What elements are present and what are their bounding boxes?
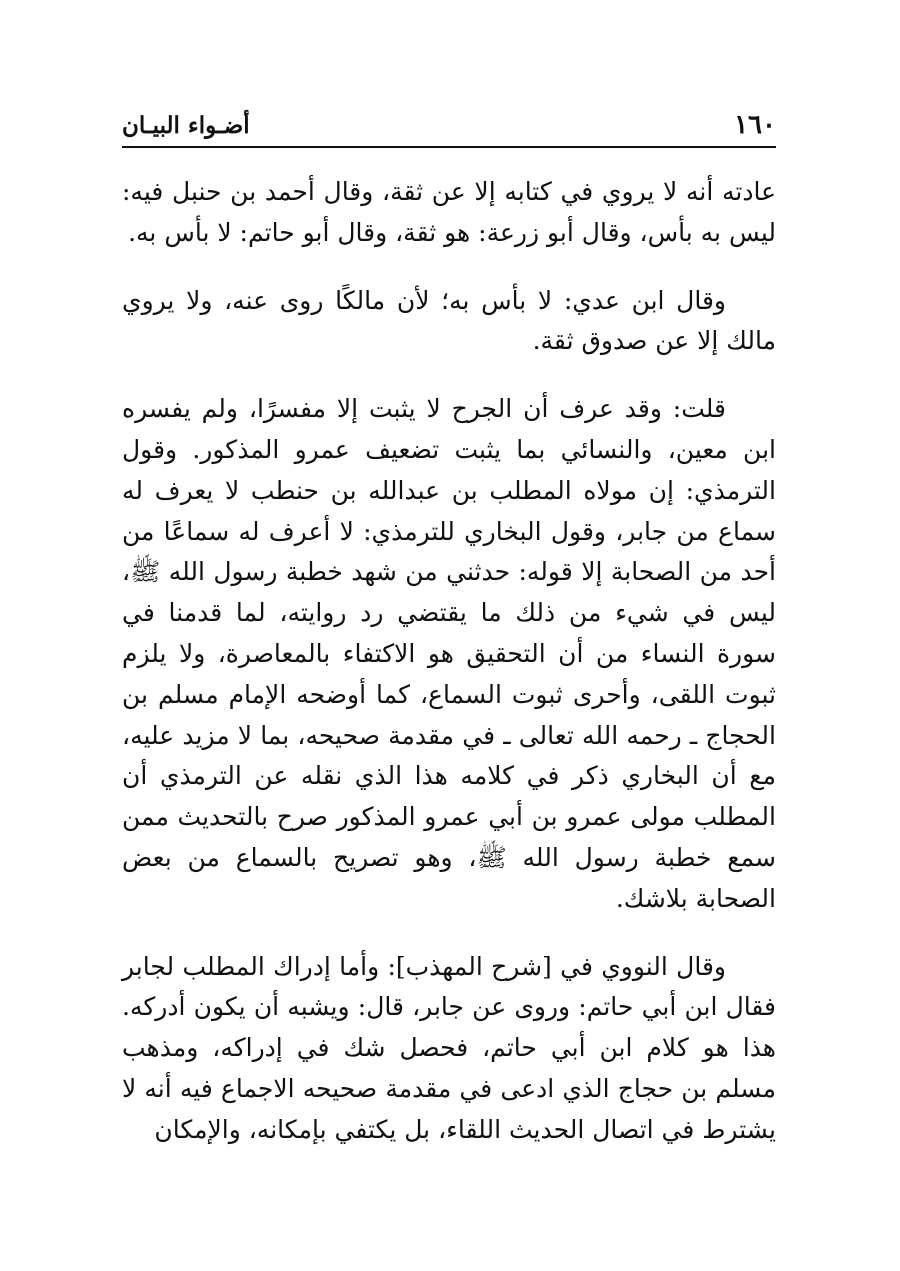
running-header bbox=[122, 98, 776, 146]
paragraph-1: عادته أنه لا يروي في كتابه إلا عن ثقة، وقال أحمد بن حنبل فيه: ليس به بأس، وقال أبو زرعة: هو ثقة، وقال أبو حاتم: لا بأس به. bbox=[122, 177, 776, 247]
paragraph-3: قلت: وقد عرف أن الجرح لا يثبت إلا مفسرًا، ولم يفسره ابن معين، والنسائي بما يثبت تضعيف عمرو المذكور. وقول الترمذي: إن مولاه المطلب بن عبدالله بن حنطب لا يعرف له سماع من جابر، وقول البخاري للترمذي: لا أعرف له سماعًا من أحد من الصحابة إلا قوله: حدثني من شهد خطبة رسول الله ﷺ، ليس في شيء من ذلك ما يقتضي رد روايته، لما قدمنا في سورة النساء من أن التحقيق هو الاكتفاء بالمعاصرة، ولا يلزم ثبوت اللقى، وأحرى ثبوت السماع، كما أوضحه الإمام مسلم بن الحجاج ـ رحمه الله تعالى ـ في مقدمة صحيحه، بما لا مزيد عليه، مع أن البخاري ذكر في كلامه هذا الذي نقله عن الترمذي أن المطلب مولى عمرو بن أبي عمرو المذكور صرح بالتحديث ممن سمع خطبة رسول الله ﷺ، وهو تصريح بالسماع من بعض الصحابة بلاشك. bbox=[122, 394, 776, 913]
body-text bbox=[122, 172, 776, 1151]
book-title: أضـواء البيـان bbox=[122, 112, 250, 139]
paragraph-2: وقال ابن عدي: لا بأس به؛ لأن مالكًا روى عنه، ولا يروي مالك إلا عن صدوق ثقة. bbox=[122, 285, 776, 356]
header-divider bbox=[122, 146, 776, 148]
book-page bbox=[122, 0, 776, 1271]
page-number: ١٦٠ bbox=[734, 110, 776, 140]
paragraph-4: وقال النووي في [شرح المهذب]: وأما إدراك المطلب لجابر فقال ابن أبي حاتم: وروى عن جابر، قال: ويشبه أن يكون أدركه. هذا هو كلام ابن أبي حاتم، فحصل شك في إدراكه، ومذهب مسلم بن حجاج الذي ادعى في مقدمة صحيحه الاجماع فيه أنه لا يشترط في اتصال الحديث اللقاء، بل يكتفي بإمكانه، والإمكان bbox=[122, 951, 776, 1144]
